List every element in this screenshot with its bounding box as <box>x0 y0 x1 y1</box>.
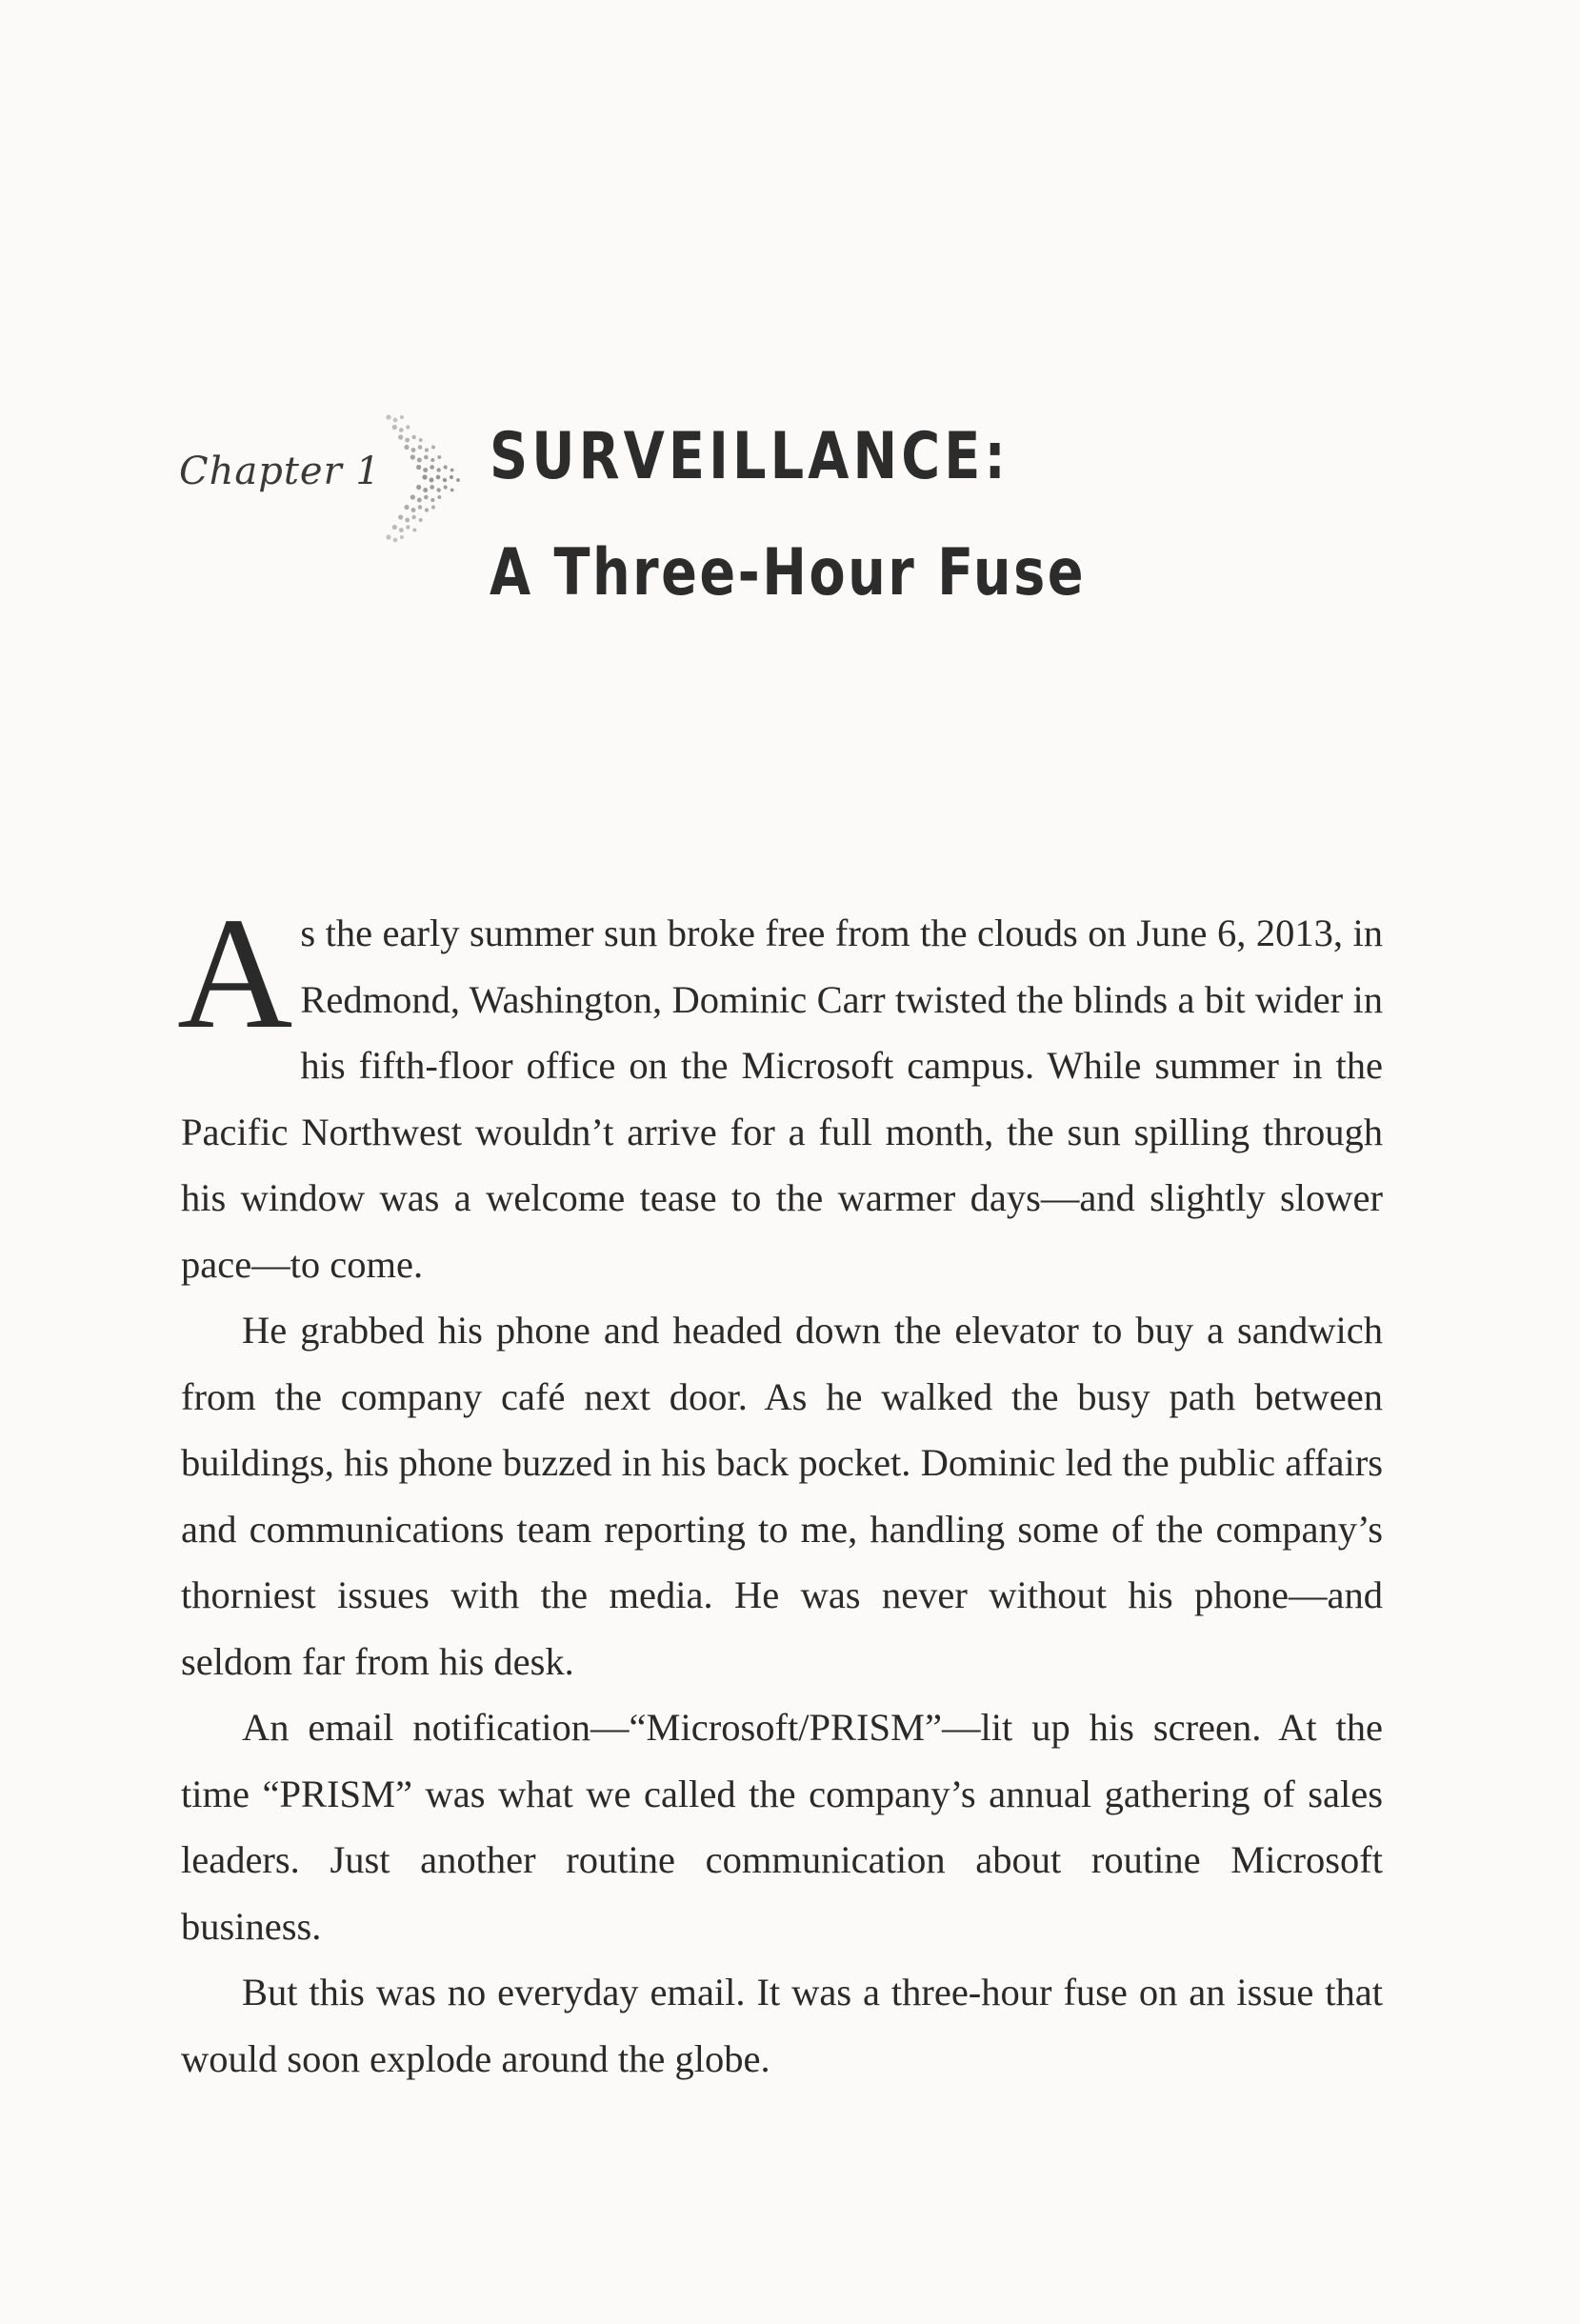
chevron-dots-icon <box>381 410 467 552</box>
chapter-title-line-2: A Three-Hour Fuse <box>490 535 1086 611</box>
chapter-title-line-1: SURVEILLANCE: <box>490 419 1010 494</box>
body-text <box>177 885 1383 2092</box>
paragraph-3: An email notification—“Microsoft/PRISM”—lit up his screen. At the time “PRISM” was what we called the company’s annual gathering of sales leaders. Just another routine communication about routine Microsoft business. <box>181 1706 1383 1948</box>
paragraph-1-text: s the early summer sun broke free from the clouds on June 6, 2013, in Redmond, Washington, Dominic Carr twisted the blinds a bit wider in his fifth-floor office on the Microsoft campus. While summer in the Pacific Northwest wouldn’t arrive for a full month, the sun spilling through his window was a welcome tease to the warmer days—and slightly slower pace—to come. <box>181 912 1383 1286</box>
paragraph-1 <box>177 885 1383 1297</box>
drop-cap: A <box>177 885 293 1062</box>
paragraph-2: He grabbed his phone and headed down the elevator to buy a sandwich from the company café next door. As he walked the busy path between buildings, his phone buzzed in his back pocket. Dominic led the public affairs and communications team reporting to me, handling some of the company’s thorniest issues with the media. He was never without his phone—and seldom far from his desk. <box>181 1309 1383 1683</box>
paragraph-4: But this was no everyday email. It was a three-hour fuse on an issue that would soon explode around the globe. <box>181 1971 1383 2080</box>
chapter-label: Chapter 1 <box>179 450 381 493</box>
